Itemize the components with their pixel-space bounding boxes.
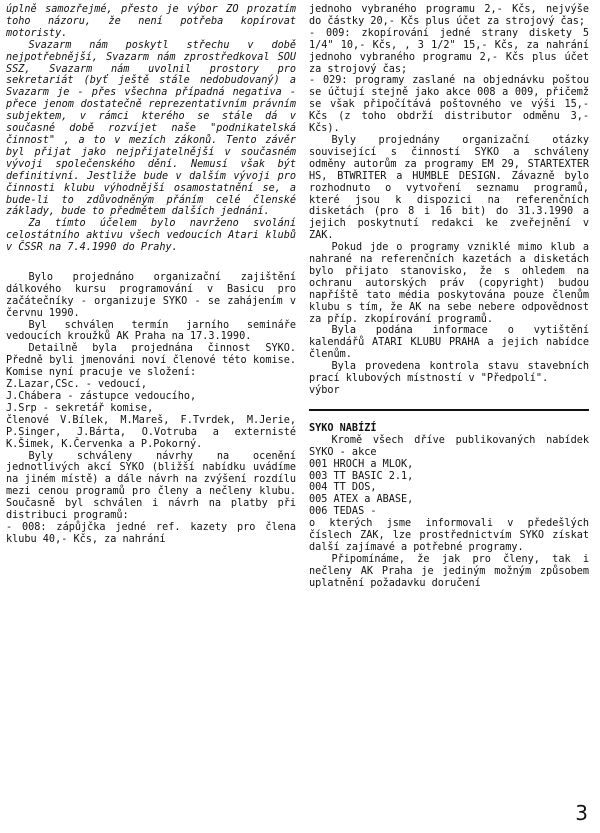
- roster-line: Z.Lazar,CSc. - vedoucí,: [6, 379, 148, 391]
- left-column: [6, 4, 296, 546]
- paragraph-kontrola: Byla provedena kontrola stavu stavebních prací klubových místností v "Předpolí".: [309, 361, 589, 385]
- italic-paragraph-2: Svazarm nám poskytl střechu v době nejpotřebnější, Svazarm nám zprostředkoval SOU SSZ, Svazarm nám uvolnil prostory pro sekretariát (byť ještě stále nedobudovaný) a Svazarm je - přes všechna případná negativa - přece jenom dostatečně reprezentativním právním subjektem, v rámci kterého se stále dá v současné době rozvíjet naše "podnikatelská činnost" , a to v mezích zákonů. Tento závěr byl přijat jako nejpřijatelnější v současném vývoji společenského dění. Nemusí však být definitivní. Jestliže bude v dalším vývoji pro činnosti klubu výhodnější osamostatnění se, a bude-li to zdůvodněným přáním celé členské základy, bude to předmětem dalších jednání.: [6, 39, 296, 218]
- paragraph-otazky: Byly projednány organizační otázky související s činností SYKO a schváleny odměny autorům za programy EM 29, STARTEXTER HS, BTWRITER a HUMBLE DESIGN. Závazně bylo rozhodnuto o vytvoření seznamu programů, které jsou k dispozici na referenčních disketách (pro 8 i 16 bit) do 31.3.1990 a jejich poskytnutí redakci ke zveřejnění v ZAK.: [309, 134, 589, 242]
- roster-line: členové V.Bílek, M.Mareš, F.Tvrdek, M.Jerie, P.Singer, J.Bárta, O.Votruba a externisté K.Šimek, K.Červenka a P.Pokorný.: [6, 414, 296, 450]
- paragraph-continued: jednoho vybraného programu 2,- Kčs, nejvýše do částky 20,- Kčs plus účet za strojový čas;: [309, 4, 589, 27]
- roster-line: J.Srp - sekretář komise,: [6, 402, 154, 414]
- paragraph-seminar: Byl schválen termín jarního semináře vedoucích kroužků AK Praha na 17.3.1990.: [6, 319, 296, 343]
- paragraph-informovali: o kterých jsme informovali v předešlých číslech ZAK, lze prostřednictvím SYKO získat další zajímavé a potřebné programy.: [309, 518, 589, 553]
- paragraph-navrhy: Byly schváleny návrhy na ocenění jednotlivých akcí SYKO (bližší nabídku uvádíme na jiném místě) a dále návrh na zvýšení rozdílu mezi cenou programů pro členy a nečleny klubu. Současně byl schválen i návrh na platby při distribuci programů:: [6, 450, 296, 522]
- page-number: 3: [575, 801, 588, 825]
- roster-line: J.Chábera - zástupce vedoucího,: [6, 390, 197, 402]
- paragraph-pokud: Pokud jde o programy vzniklé mimo klub a nahrané na referenčních kazetách a disketách bylo přijato stanovisko, že s ohledem na ochranu autorských práv (copyright) budou napříště tato média poskytována pouze členům klubu s tím, že AK na sebe nebere odpovědnost za příp. zkopírování programů.: [309, 242, 589, 325]
- paragraph-komise: Detailně byla projednána činnost SYKO. Předně byli jmenováni noví členové této komise. Komise nyní pracuje ve složení:: [6, 343, 296, 379]
- offer-item: 003 TT BASIC 2.1,: [309, 470, 414, 482]
- paragraph-nabidky: Kromě všech dříve publikovaných nabídek SYKO - akce: [309, 434, 589, 458]
- right-column: [309, 4, 589, 590]
- offer-item: 004 TT DOS,: [309, 482, 377, 494]
- spacer: [6, 254, 296, 266]
- paragraph-029: - 029: programy zaslané na objednávku poštou se účtují stejně jako akce 008 a 009, přičemž se však připočítává poštovného ve výši 15,- Kčs (z toho obdrží distributor odměnu 3,- Kčs).: [309, 75, 589, 135]
- paragraph-008: - 008: zápůjčka jedné ref. kazety pro člena klubu 40,- Kčs, za nahrání: [6, 521, 296, 545]
- offer-item: 005 ATEX a ABASE,: [309, 494, 414, 506]
- offer-item: 006 TEDAS -: [309, 506, 377, 518]
- paragraph-kurz: Bylo projednáno organizační zajištění dálkového kursu programování v Basicu pro začátečníky - organizuje SYKO - se zahájením v červnu 1990.: [6, 271, 296, 319]
- section-divider: [309, 409, 589, 411]
- paragraph-kalendar: Byla podána informace o vytištění kalendářů ATARI KLUBU PRAHA a jejich nabídce členům.: [309, 325, 589, 361]
- italic-paragraph-3: Za tímto účelem bylo navrženo svolání celostátního aktivu všech vedoucích Atari klubů v ČSSR na 7.4.1990 do Prahy.: [6, 218, 296, 254]
- offer-item: 001 HROCH a MLOK,: [309, 458, 414, 470]
- section-heading: SYKO NABÍZÍ: [309, 422, 377, 434]
- paragraph-009: - 009: zkopírování jedné strany diskety 5 1/4" 10,- Kčs, , 3 1/2" 15,- Kčs, za nahrání jednoho vybraného programu 2,- Kčs plus účet za strojový čas;: [309, 27, 589, 75]
- paragraph-pripominame: Připomínáme, že jak pro členy, tak i nečleny AK Praha je jediným možným způsobem uplatnění požadavku doručení: [309, 553, 589, 589]
- signature: výbor: [309, 385, 340, 396]
- italic-paragraph-1: úplně samozřejmé, přesto je výbor ZO prozatím toho názoru, že není potřeba kopírovat motoristy.: [6, 4, 296, 39]
